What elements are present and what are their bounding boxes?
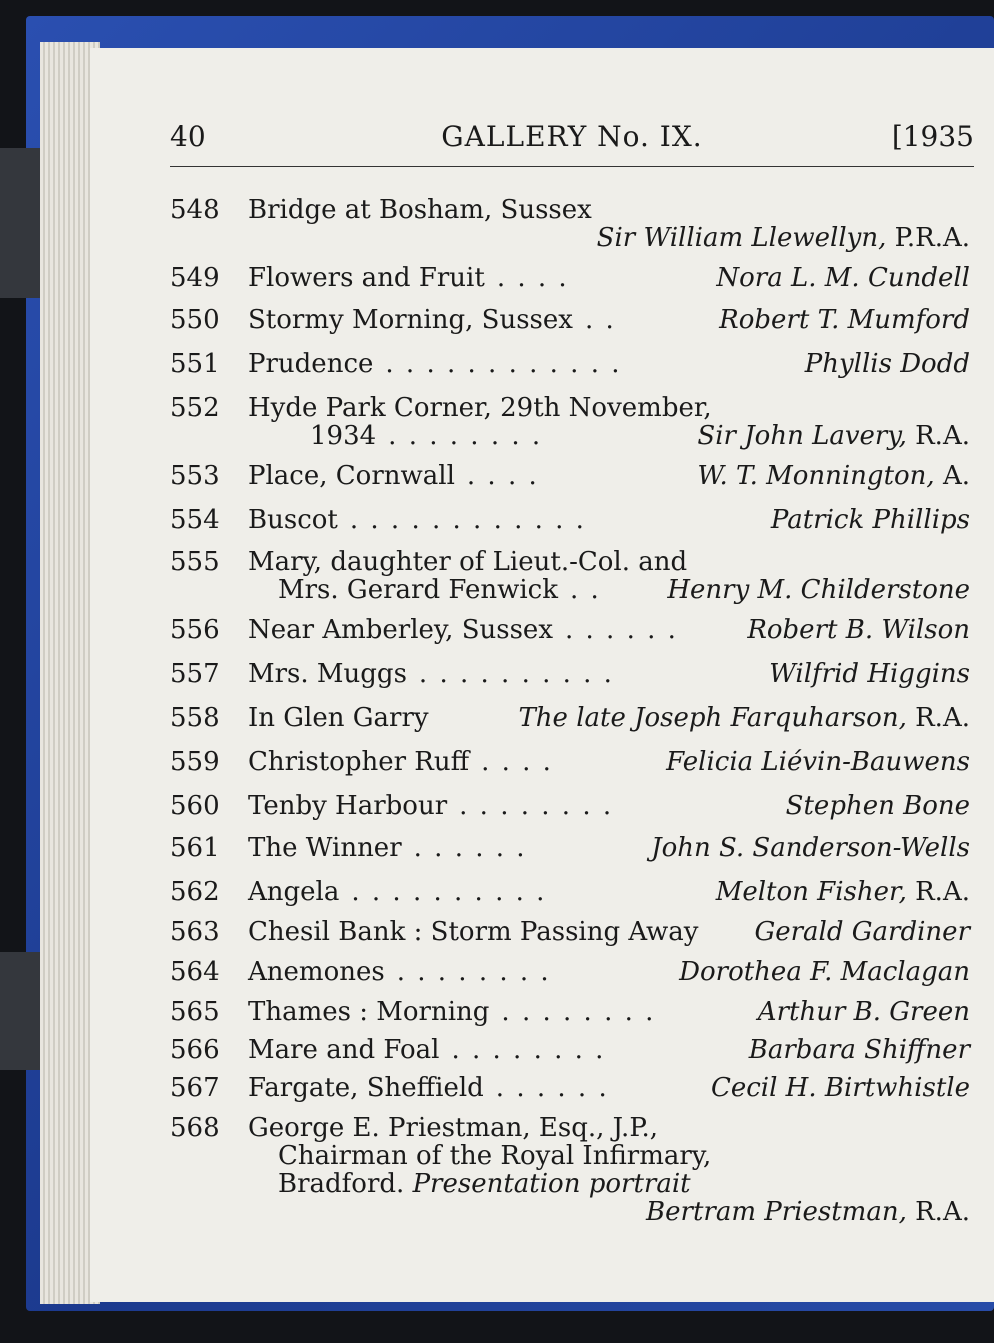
entry-number: 555 [170, 547, 220, 577]
entry-number: 562 [170, 877, 220, 907]
page-number: 40 [170, 120, 206, 153]
entry-title: George E. Priestman, Esq., J.P., [248, 1113, 659, 1143]
entry-number: 564 [170, 957, 220, 987]
catalogue-page [90, 48, 994, 1302]
entry-number: 548 [170, 195, 220, 225]
entry-number: 563 [170, 917, 220, 947]
entry-title-continued: 1934 . . . . . . . . [310, 421, 543, 451]
entry-number: 561 [170, 833, 220, 863]
entry-artist: Dorothea F. Maclagan [679, 957, 970, 987]
entry-artist: Arthur B. Green [757, 997, 970, 1027]
entry-artist: Wilfrid Higgins [769, 659, 970, 689]
entry-number: 565 [170, 997, 220, 1027]
entry-title: Bridge at Bosham, Sussex [248, 195, 592, 225]
entry-artist: Melton Fisher, R.A. [715, 877, 970, 907]
entry-title: Fargate, Sheffield . . . . . . [248, 1073, 609, 1103]
entry-title: The Winner . . . . . . [248, 833, 527, 863]
entry-title: Angela . . . . . . . . . . [248, 877, 547, 907]
entry-artist: Gerald Gardiner [754, 917, 970, 947]
binding-tab-lower [0, 952, 44, 1070]
entry-artist: Henry M. Childerstone [667, 575, 970, 605]
entry-number: 552 [170, 393, 220, 423]
entry-title: Flowers and Fruit . . . . [248, 263, 569, 293]
entry-title: Near Amberley, Sussex . . . . . . [248, 615, 678, 645]
entry-title: Mary, daughter of Lieut.-Col. and [248, 547, 688, 577]
entry-title: Chesil Bank : Storm Passing Away [248, 917, 699, 947]
entry-number: 566 [170, 1035, 220, 1065]
entry-title: Buscot . . . . . . . . . . . . [248, 505, 586, 535]
entry-artist: Cecil H. Birtwhistle [710, 1073, 970, 1103]
entry-title: Mare and Foal . . . . . . . . [248, 1035, 606, 1065]
entry-artist: Patrick Phillips [770, 505, 970, 535]
entry-artist: Robert T. Mumford [719, 305, 970, 335]
entry-title-continued: Bradford. Presentation portrait [278, 1169, 691, 1199]
entry-number: 558 [170, 703, 220, 733]
entry-artist: Barbara Shiffner [748, 1035, 970, 1065]
entry-artist: Stephen Bone [785, 791, 970, 821]
entry-artist: The late Joseph Farquharson, R.A. [518, 703, 970, 733]
gallery-title: GALLERY No. IX. [441, 120, 703, 153]
entry-title: Prudence . . . . . . . . . . . . [248, 349, 622, 379]
entry-title: Christopher Ruff . . . . [248, 747, 553, 777]
entry-number: 550 [170, 305, 220, 335]
entry-artist: Felicia Liévin-Bauwens [666, 747, 970, 777]
entry-title: Stormy Morning, Sussex . . [248, 305, 616, 335]
page-header [170, 120, 974, 160]
entry-title: In Glen Garry [248, 703, 429, 733]
header-rule [170, 166, 974, 167]
entry-555 [170, 548, 970, 604]
entry-title: Hyde Park Corner, 29th November, [248, 393, 712, 423]
entry-title: Thames : Morning . . . . . . . . [248, 997, 656, 1027]
entry-artist: Phyllis Dodd [804, 349, 970, 379]
binding-tab-upper [0, 148, 44, 298]
catalogue-year: [1935 [891, 120, 974, 153]
entry-title-continued: Mrs. Gerard Fenwick . . [278, 575, 601, 605]
entry-number: 551 [170, 349, 220, 379]
entry-title: Tenby Harbour . . . . . . . . [248, 791, 614, 821]
entry-number: 568 [170, 1113, 220, 1143]
entry-568 [170, 1114, 970, 1226]
entry-title: Anemones . . . . . . . . [248, 957, 551, 987]
entry-number: 556 [170, 615, 220, 645]
entry-artist: Bertram Priestman, R.A. [646, 1197, 970, 1227]
entry-number: 560 [170, 791, 220, 821]
entry-artist: W. T. Monnington, A. [697, 461, 970, 491]
entry-number: 567 [170, 1073, 220, 1103]
entry-title: Mrs. Muggs . . . . . . . . . . [248, 659, 614, 689]
entry-artist: John S. Sanderson-Wells [651, 833, 970, 863]
entry-number: 549 [170, 263, 220, 293]
entry-artist: Robert B. Wilson [747, 615, 970, 645]
entry-number: 559 [170, 747, 220, 777]
entry-artist: Sir John Lavery, R.A. [697, 421, 970, 451]
entry-552 [170, 394, 970, 450]
entry-title-continued: Chairman of the Royal Infirmary, [278, 1141, 712, 1171]
entry-548 [170, 196, 970, 252]
entry-title: Place, Cornwall . . . . [248, 461, 539, 491]
entry-number: 554 [170, 505, 220, 535]
entry-artist: Sir William Llewellyn, P.R.A. [596, 223, 970, 253]
entry-number: 553 [170, 461, 220, 491]
entry-number: 557 [170, 659, 220, 689]
entry-artist: Nora L. M. Cundell [716, 263, 970, 293]
